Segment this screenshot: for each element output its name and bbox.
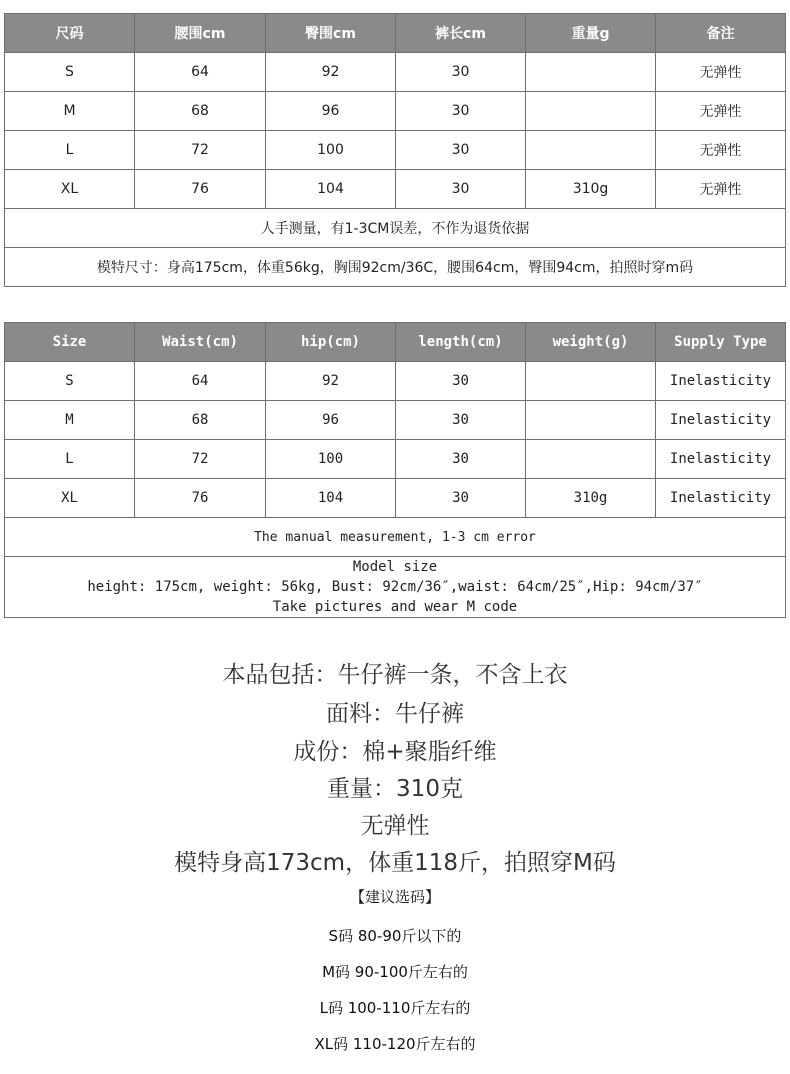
- measurement-note: The manual measurement, 1-3 cm error: [5, 518, 786, 557]
- note-row: [5, 518, 786, 557]
- suggest-title: 【建议选码】: [349, 888, 440, 906]
- cell-waist: 72: [135, 440, 266, 479]
- desc-model: 模特身高173cm，体重118斤，拍照穿M码: [174, 850, 616, 876]
- cell-size: L: [5, 131, 135, 170]
- header-size: 尺码: [5, 14, 135, 53]
- desc-elasticity: 无弹性: [360, 813, 430, 839]
- desc-includes: 本品包括：牛仔裤一条，不含上衣: [222, 662, 568, 688]
- header-supply-type: Supply Type: [656, 323, 786, 362]
- model-size-wear: Take pictures and wear M code: [272, 599, 518, 615]
- cell-waist: 64: [135, 53, 266, 92]
- cell-hip: 104: [266, 170, 396, 209]
- cell-weight: [526, 362, 656, 401]
- suggest-size-m: M码 90-100斤左右的: [322, 963, 468, 981]
- cell-length: 30: [396, 440, 526, 479]
- header-length: 裤长cm: [396, 14, 526, 53]
- cell-waist: 68: [135, 401, 266, 440]
- cell-weight: 310g: [526, 479, 656, 518]
- cell-supply-type: Inelasticity: [656, 440, 786, 479]
- table-row: [5, 131, 786, 170]
- size-table-cn: [4, 13, 786, 287]
- table-row: [5, 401, 786, 440]
- suggest-size-xl: XL码 110-120斤左右的: [314, 1035, 476, 1053]
- cell-supply-type: Inelasticity: [656, 401, 786, 440]
- cell-size: L: [5, 440, 135, 479]
- cell-supply-type: Inelasticity: [656, 362, 786, 401]
- header-remark: 备注: [656, 14, 786, 53]
- note-row: [5, 209, 786, 248]
- cell-length: 30: [396, 362, 526, 401]
- cell-waist: 68: [135, 92, 266, 131]
- header-length: length(cm): [396, 323, 526, 362]
- cell-weight: [526, 440, 656, 479]
- desc-fabric: 面料：牛仔裤: [326, 701, 464, 727]
- cell-size: XL: [5, 170, 135, 209]
- cell-weight: 310g: [526, 170, 656, 209]
- desc-composition: 成份：棉+聚脂纤维: [293, 739, 497, 765]
- model-size-measurements: height: 175cm, weight: 56kg, Bust: 92cm/36″,waist: 64cm/25″,Hip: 94cm/37″: [87, 579, 703, 595]
- table-row: [5, 362, 786, 401]
- cell-weight: [526, 53, 656, 92]
- cell-length: 30: [396, 131, 526, 170]
- model-row: [5, 248, 786, 287]
- suggest-size-s: S码 80-90斤以下的: [328, 927, 462, 945]
- header-weight: weight(g): [526, 323, 656, 362]
- header-hip: 臀围cm: [266, 14, 396, 53]
- table-row: [5, 440, 786, 479]
- header-waist: Waist(cm): [135, 323, 266, 362]
- cell-length: 30: [396, 53, 526, 92]
- cell-hip: 92: [266, 53, 396, 92]
- table-row: [5, 53, 786, 92]
- cell-hip: 100: [266, 440, 396, 479]
- cell-remark: 无弹性: [656, 170, 786, 209]
- model-row: [5, 557, 786, 618]
- cell-remark: 无弹性: [656, 53, 786, 92]
- header-waist: 腰围cm: [135, 14, 266, 53]
- cell-size: S: [5, 53, 135, 92]
- cell-waist: 76: [135, 170, 266, 209]
- table-row: [5, 170, 786, 209]
- cell-length: 30: [396, 170, 526, 209]
- cell-length: 30: [396, 92, 526, 131]
- table-row: [5, 92, 786, 131]
- cell-size: S: [5, 362, 135, 401]
- size-table-en: [4, 322, 786, 618]
- model-size-note: 模特尺寸：身高175cm，体重56kg，胸围92cm/36C，腰围64cm，臀围94cm，拍照时穿m码: [5, 248, 786, 287]
- cell-hip: 100: [266, 131, 396, 170]
- cell-hip: 96: [266, 401, 396, 440]
- cell-hip: 96: [266, 92, 396, 131]
- cell-waist: 76: [135, 479, 266, 518]
- cell-remark: 无弹性: [656, 131, 786, 170]
- cell-length: 30: [396, 401, 526, 440]
- cell-hip: 104: [266, 479, 396, 518]
- cell-weight: [526, 131, 656, 170]
- model-size-note: [5, 557, 786, 618]
- cell-size: M: [5, 92, 135, 131]
- header-weight: 重量g: [526, 14, 656, 53]
- cell-remark: 无弹性: [656, 92, 786, 131]
- cell-waist: 72: [135, 131, 266, 170]
- cell-supply-type: Inelasticity: [656, 479, 786, 518]
- cell-size: M: [5, 401, 135, 440]
- header-row: [5, 14, 786, 53]
- cell-hip: 92: [266, 362, 396, 401]
- header-row: [5, 323, 786, 362]
- header-hip: hip(cm): [266, 323, 396, 362]
- cell-length: 30: [396, 479, 526, 518]
- table-row: [5, 479, 786, 518]
- model-size-title: Model size: [352, 559, 438, 575]
- cell-size: XL: [5, 479, 135, 518]
- cell-weight: [526, 92, 656, 131]
- header-size: Size: [5, 323, 135, 362]
- suggest-size-l: L码 100-110斤左右的: [319, 999, 471, 1017]
- cell-waist: 64: [135, 362, 266, 401]
- cell-weight: [526, 401, 656, 440]
- desc-weight: 重量：310克: [327, 776, 463, 802]
- measurement-note: 人手测量，有1-3CM误差，不作为退货依据: [5, 209, 786, 248]
